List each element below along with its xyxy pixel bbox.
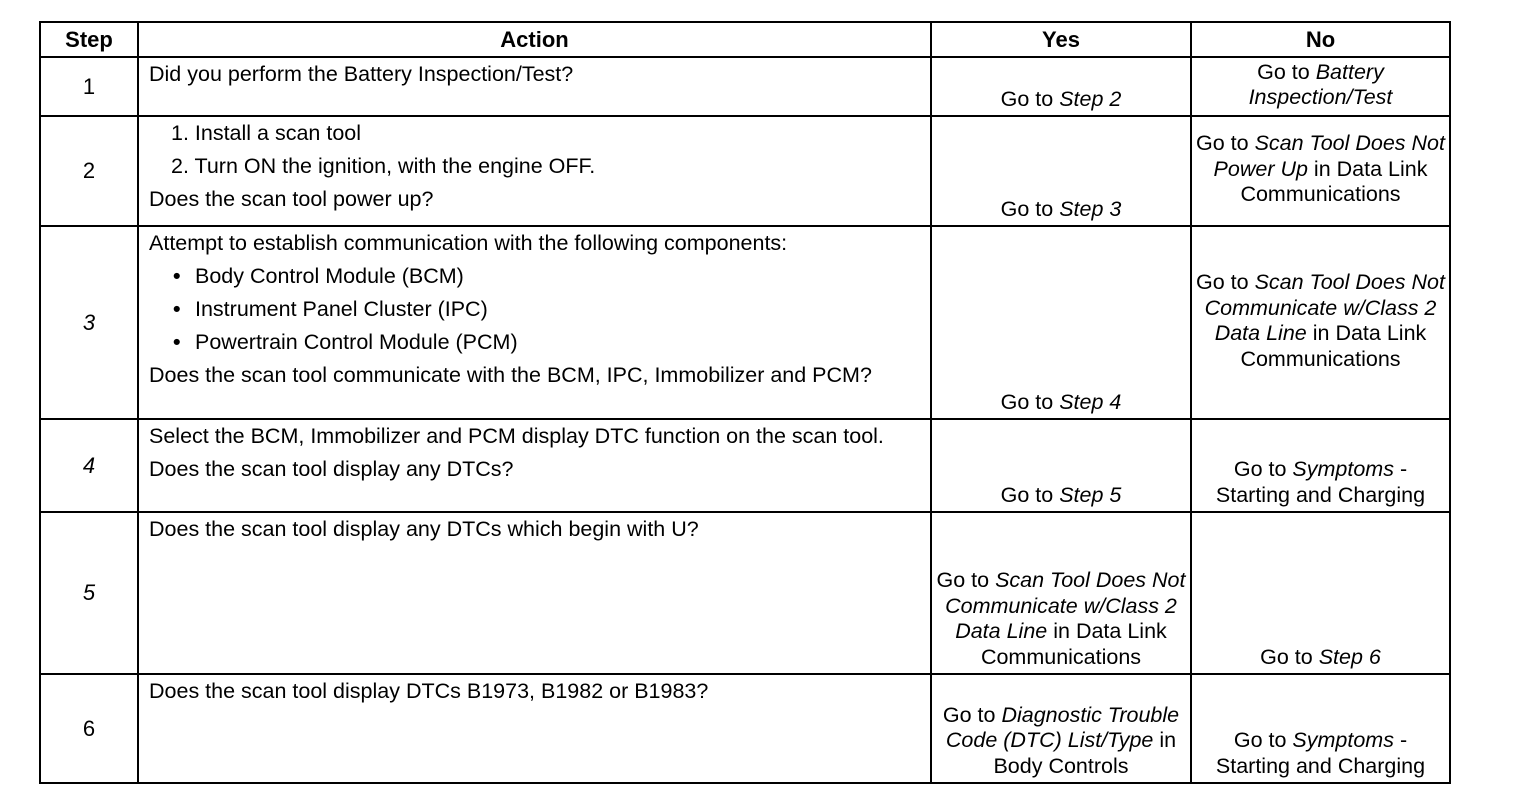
table-row bbox=[40, 226, 1450, 419]
no-prefix: Go to bbox=[1257, 59, 1310, 84]
intro-text: Attempt to establish communication with the following components: bbox=[149, 231, 788, 255]
list-item: 2. Turn ON the ignition, with the engine OFF. bbox=[171, 154, 596, 178]
intro-text: Select the BCM, Immobilizer and PCM display DTC function on the scan tool. bbox=[149, 424, 884, 448]
yes-cell bbox=[931, 57, 1191, 116]
header-action: Action bbox=[138, 22, 931, 57]
header-row bbox=[40, 22, 1450, 57]
yes-link[interactable]: Step 2 bbox=[1059, 86, 1122, 111]
no-suffix: in Data Link Communications bbox=[1240, 156, 1428, 207]
yes-prefix: Go to bbox=[936, 568, 990, 592]
no-prefix: Go to bbox=[1260, 644, 1313, 669]
question-text: Does the scan tool display any DTCs which begin with U? bbox=[149, 517, 699, 541]
action-cell bbox=[138, 674, 931, 783]
numbered-list bbox=[149, 120, 930, 179]
no-link[interactable]: Scan Tool Does Not Power Up bbox=[1213, 131, 1445, 181]
no-cell bbox=[1191, 512, 1450, 674]
step-number: 1 bbox=[40, 57, 138, 116]
no-link[interactable]: Scan Tool Does Not Communicate w/Class 2 Data Line bbox=[1204, 270, 1445, 345]
action-cell bbox=[138, 57, 931, 116]
list-item: • Powertrain Control Module (PCM) bbox=[149, 329, 930, 355]
action-cell bbox=[138, 116, 931, 226]
action-cell bbox=[138, 226, 931, 419]
diagnostic-table bbox=[39, 21, 1451, 784]
table-row bbox=[40, 57, 1450, 116]
action-cell bbox=[138, 419, 931, 512]
no-link[interactable]: Step 6 bbox=[1318, 644, 1381, 669]
yes-cell bbox=[931, 226, 1191, 419]
no-cell bbox=[1191, 674, 1450, 783]
yes-link[interactable]: Diagnostic Trouble Code (DTC) List/Type bbox=[945, 702, 1180, 752]
no-suffix: - Starting and Charging bbox=[1215, 728, 1426, 778]
action-cell bbox=[138, 512, 931, 674]
no-prefix: Go to bbox=[1195, 270, 1249, 294]
list-item: • Instrument Panel Cluster (IPC) bbox=[149, 296, 930, 322]
step-number: 2 bbox=[40, 116, 138, 226]
yes-link[interactable]: Scan Tool Does Not Communicate w/Class 2 Data Line bbox=[945, 568, 1186, 643]
header-yes: Yes bbox=[931, 22, 1191, 57]
no-cell bbox=[1191, 226, 1450, 419]
yes-cell bbox=[931, 512, 1191, 674]
step-number: 5 bbox=[40, 512, 138, 674]
no-suffix: - Starting and Charging bbox=[1215, 457, 1426, 507]
no-cell bbox=[1191, 116, 1450, 226]
question-text: Does the scan tool communicate with the BCM, IPC, Immobilizer and PCM? bbox=[149, 363, 872, 387]
no-link[interactable]: Symptoms bbox=[1292, 457, 1394, 481]
question-text: Does the scan tool display any DTCs? bbox=[149, 457, 514, 481]
table-row bbox=[40, 512, 1450, 674]
no-link[interactable]: Symptoms bbox=[1292, 728, 1394, 752]
yes-suffix: in Data Link Communications bbox=[980, 619, 1167, 669]
yes-cell bbox=[931, 116, 1191, 226]
step-number: 4 bbox=[40, 419, 138, 512]
yes-prefix: Go to bbox=[1000, 389, 1054, 414]
yes-link[interactable]: Step 5 bbox=[1059, 482, 1122, 507]
question-text: Does the scan tool display DTCs B1973, B1982 or B1983? bbox=[149, 679, 709, 703]
bullet-list bbox=[149, 263, 930, 355]
yes-link[interactable]: Step 4 bbox=[1059, 389, 1122, 414]
step-number: 6 bbox=[40, 674, 138, 783]
question-text: Does the scan tool power up? bbox=[149, 187, 434, 211]
table-row bbox=[40, 116, 1450, 226]
no-cell bbox=[1191, 419, 1450, 512]
header-step: Step bbox=[40, 22, 138, 57]
yes-cell bbox=[931, 674, 1191, 783]
no-suffix: in Data Link Communications bbox=[1240, 321, 1427, 371]
no-cell bbox=[1191, 57, 1450, 116]
yes-prefix: Go to bbox=[1000, 196, 1054, 221]
no-prefix: Go to bbox=[1233, 728, 1287, 752]
yes-prefix: Go to bbox=[942, 702, 996, 727]
yes-prefix: Go to bbox=[1000, 482, 1054, 507]
yes-prefix: Go to bbox=[1000, 86, 1054, 111]
no-prefix: Go to bbox=[1233, 457, 1287, 481]
list-item: • Body Control Module (BCM) bbox=[149, 263, 930, 289]
yes-link[interactable]: Step 3 bbox=[1059, 196, 1122, 221]
step-number: 3 bbox=[40, 226, 138, 419]
yes-cell bbox=[931, 419, 1191, 512]
list-item: 1. Install a scan tool bbox=[171, 121, 362, 145]
table-row bbox=[40, 674, 1450, 783]
no-prefix: Go to bbox=[1195, 131, 1249, 156]
question-text: Did you perform the Battery Inspection/Test? bbox=[149, 62, 574, 86]
header-no: No bbox=[1191, 22, 1450, 57]
yes-suffix: in Body Controls bbox=[993, 728, 1177, 778]
table-row bbox=[40, 419, 1450, 512]
no-link[interactable]: Battery Inspection/Test bbox=[1248, 59, 1393, 109]
